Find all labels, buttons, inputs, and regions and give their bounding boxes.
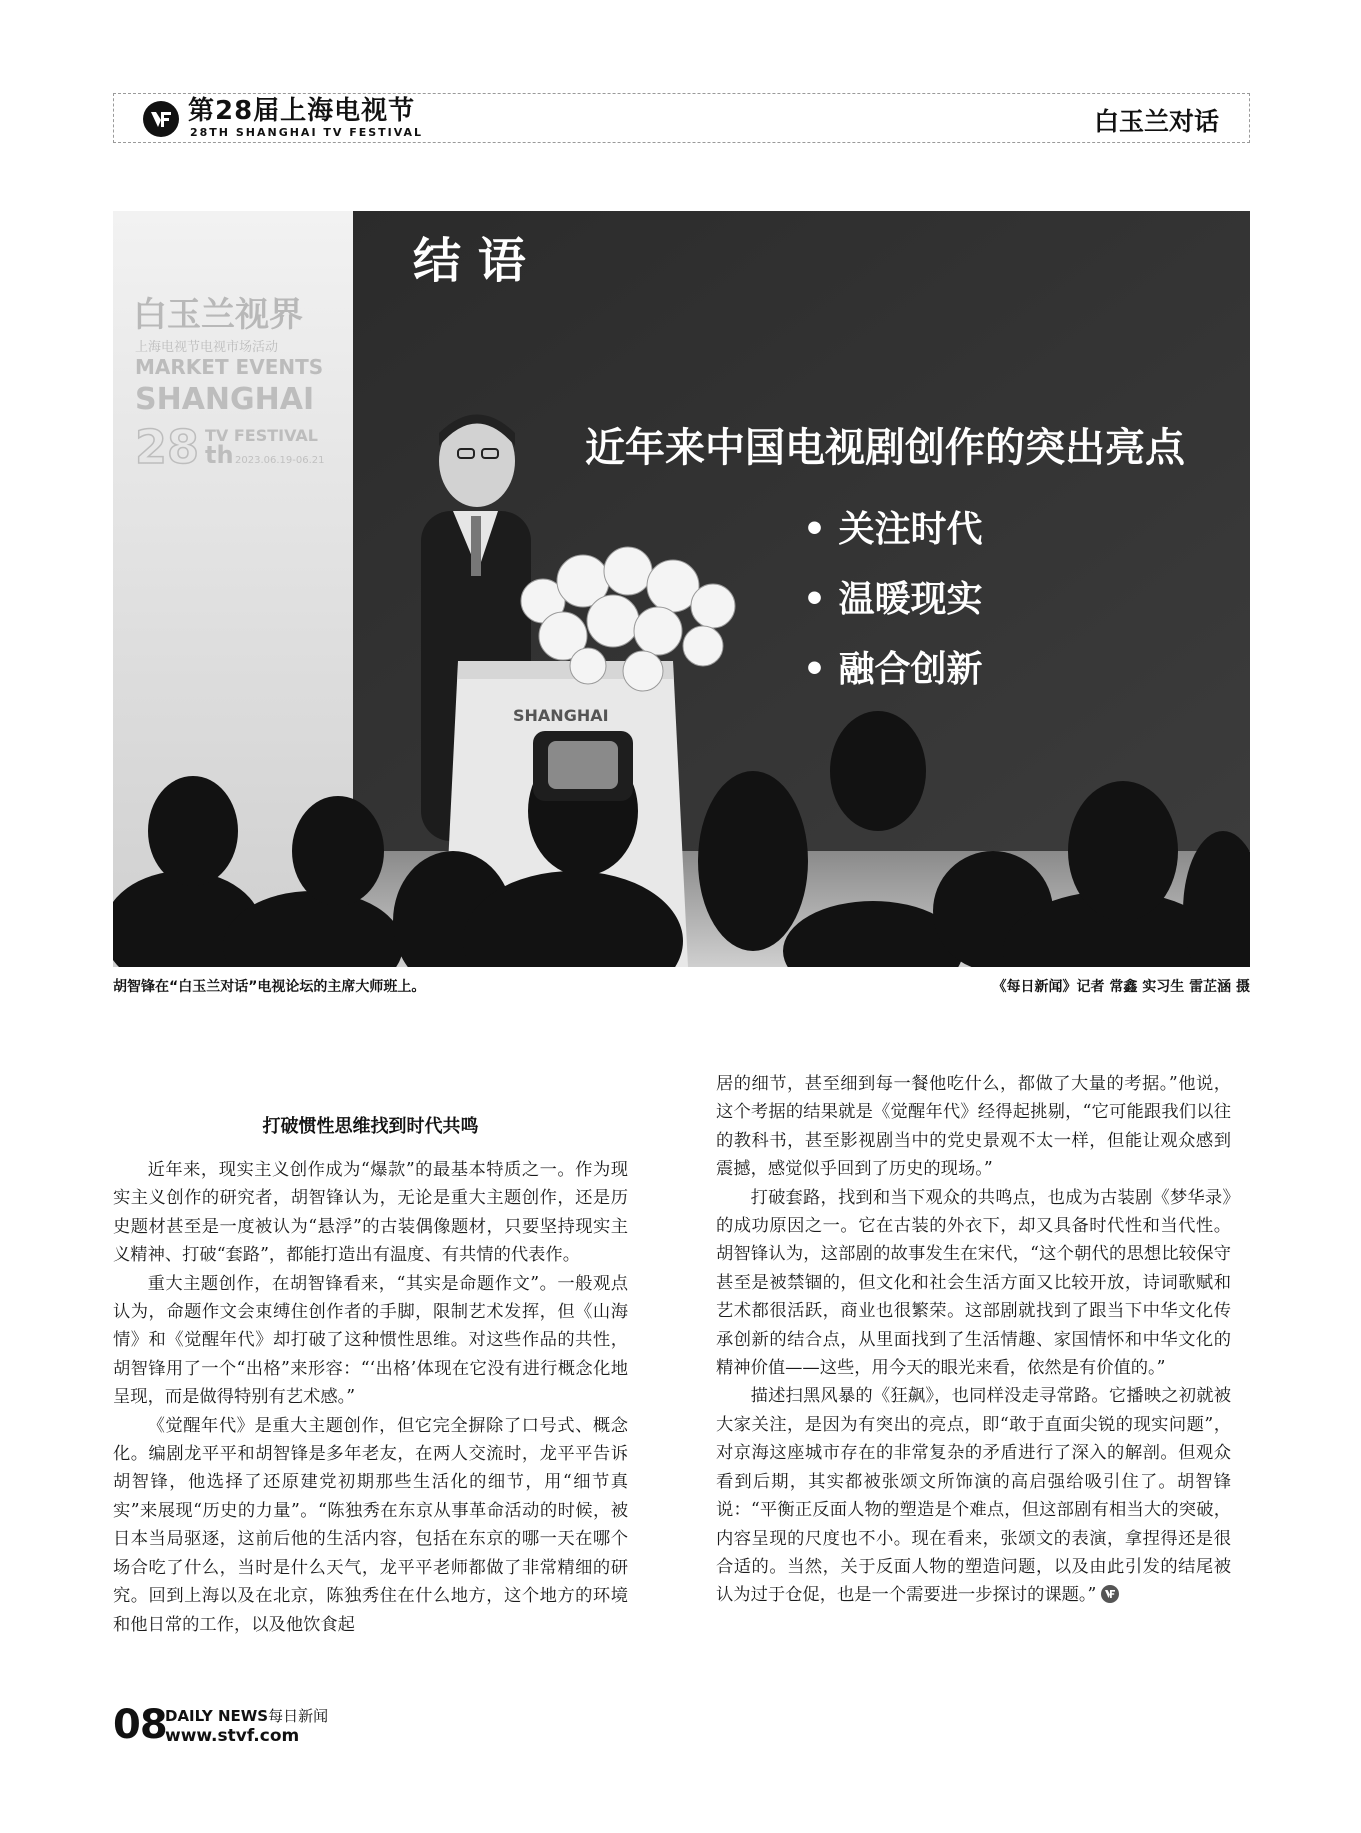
article-column-right bbox=[716, 1070, 1231, 1610]
slide-bullet: • 温暖现实 bbox=[803, 579, 983, 620]
slide-bullet: • 关注时代 bbox=[803, 509, 983, 550]
podium-text: SHANGHAI bbox=[513, 706, 609, 725]
article-paragraph: 重大主题创作，在胡智锋看来，“其实是命题作文”。一般观点认为，命题作文会束缚住创作者的手脚，限制艺术发挥，但《山海情》和《觉醒年代》却打破了这种惯性思维。对这些作品的共性，胡智锋用了一个“出格”来形容：“‘出格’体现在它没有进行概念化地呈现，而是做得特别有艺术感。” bbox=[113, 1273, 628, 1408]
festival-subtitle: 28TH SHANGHAI TV FESTIVAL bbox=[190, 126, 424, 139]
article-subhead: 打破惯性思维找到时代共鸣 bbox=[262, 1116, 479, 1137]
article-paragraph: 近年来，现实主义创作成为“爆款”的最基本特质之一。作为现实主义创作的研究者，胡智锋认为，无论是重大主题创作，还是历史题材甚至是一度被认为“悬浮”的古装偶像题材，只要坚持现实主义精神、打破“套路”，都能打造出有温度、有共情的代表作。 bbox=[113, 1160, 628, 1266]
event-photo bbox=[113, 211, 1250, 967]
festival-title: 第28届上海电视节 bbox=[188, 96, 416, 126]
article-paragraph: 居的细节，甚至细到每一餐他吃什么，都做了大量的考据。”他说，这个考据的结果就是《觉醒年代》经得起挑剔，“它可能跟我们以往的教科书，甚至影视剧当中的党史景观不太一样，但能让观众感到震撼，感觉似乎回到了历史的现场。” bbox=[716, 1074, 1231, 1180]
article-paragraph-text: 描述扫黑风暴的《狂飙》，也同样没走寻常路。它播映之初就被大家关注，是因为有突出的亮点，即“敢于直面尖锐的现实问题”，对京海这座城市存在的非常复杂的矛盾进行了深入的解剖。但观众看到后期，其实都被张颂文所饰演的高启强给吸引住了。胡智锋说：“平衡正反面人物的塑造是个难点，但这部剧有相当大的突破，内容呈现的尺度也不小。现在看来，张颂文的表演，拿捏得还是很合适的。当然，关于反面人物的塑造问题，以及由此引发的结尾被认为过于仓促，也是一个需要进一步探讨的课题。” bbox=[716, 1386, 1231, 1606]
article-column-left bbox=[113, 1156, 628, 1639]
slide-heading: 结 语 bbox=[413, 233, 526, 289]
article-paragraph-last bbox=[716, 1382, 1231, 1609]
banner-num: 28 bbox=[135, 420, 200, 474]
end-mark-icon bbox=[1100, 1584, 1120, 1604]
article-paragraph: 打破套路，找到和当下观众的共鸣点，也成为古装剧《梦华录》的成功原因之一。它在古装的外衣下，却又具备时代性和当代性。胡智锋认为，这部剧的故事发生在宋代，“这个朝代的思想比较保守甚至是被禁锢的，但文化和社会生活方面又比较开放，诗词歌赋和艺术都很活跃，商业也很繁荣。这部剧就找到了跟当下中华文化传承创新的结合点，从里面找到了生活情趣、家国情怀和中华文化的精神价值——这些，用今天的眼光来看，依然是有价值的。” bbox=[716, 1187, 1231, 1379]
photo-credit: 《每日新闻》记者 常鑫 实习生 雷芷涵 摄 bbox=[992, 979, 1250, 995]
banner-en: MARKET EVENTS bbox=[135, 355, 324, 379]
page-header bbox=[113, 93, 1250, 143]
banner-title: 白玉兰视界 bbox=[133, 295, 303, 335]
footer-brand bbox=[165, 1707, 328, 1725]
banner-cn: 上海电视节电视市场活动 bbox=[135, 340, 279, 355]
article-paragraph: 《觉醒年代》是重大主题创作，但它完全摒除了口号式、概念化。编剧龙平平和胡智锋是多年老友，在两人交流时，龙平平告诉胡智锋，他选择了还原建党初期那些生活化的细节，用“细节真实”来展现“历史的力量”。“陈独秀在东京从事革命活动的时候，被日本当局驱逐，这前后他的生活内容，包括在东京的哪一天在哪个场合吃了什么，当时是什么天气，龙平平老师都做了非常精细的研究。回到上海以及在北京，陈独秀住在什么地方，这个地方的环境和他日常的工作，以及他饮食起 bbox=[113, 1415, 628, 1635]
banner-fest: TV FESTIVAL bbox=[205, 426, 318, 445]
banner-th: th bbox=[205, 441, 234, 469]
banner-dates: 2023.06.19-06.21 bbox=[235, 455, 325, 466]
photo-caption: 胡智锋在“白玉兰对话”电视论坛的主席大师班上。 bbox=[113, 979, 426, 995]
stvf-logo-icon bbox=[142, 100, 180, 138]
slide-bullet: • 融合创新 bbox=[803, 649, 983, 690]
page-number: 08 bbox=[113, 1702, 167, 1748]
slide-title: 近年来中国电视剧创作的突出亮点 bbox=[585, 425, 1185, 471]
brand-en: DAILY NEWS bbox=[165, 1707, 269, 1725]
footer-website[interactable]: www.stvf.com bbox=[165, 1726, 300, 1746]
brand-cn: 每日新闻 bbox=[268, 1707, 329, 1725]
section-label: 白玉兰对话 bbox=[1093, 107, 1219, 136]
banner-city: SHANGHAI bbox=[135, 382, 315, 417]
